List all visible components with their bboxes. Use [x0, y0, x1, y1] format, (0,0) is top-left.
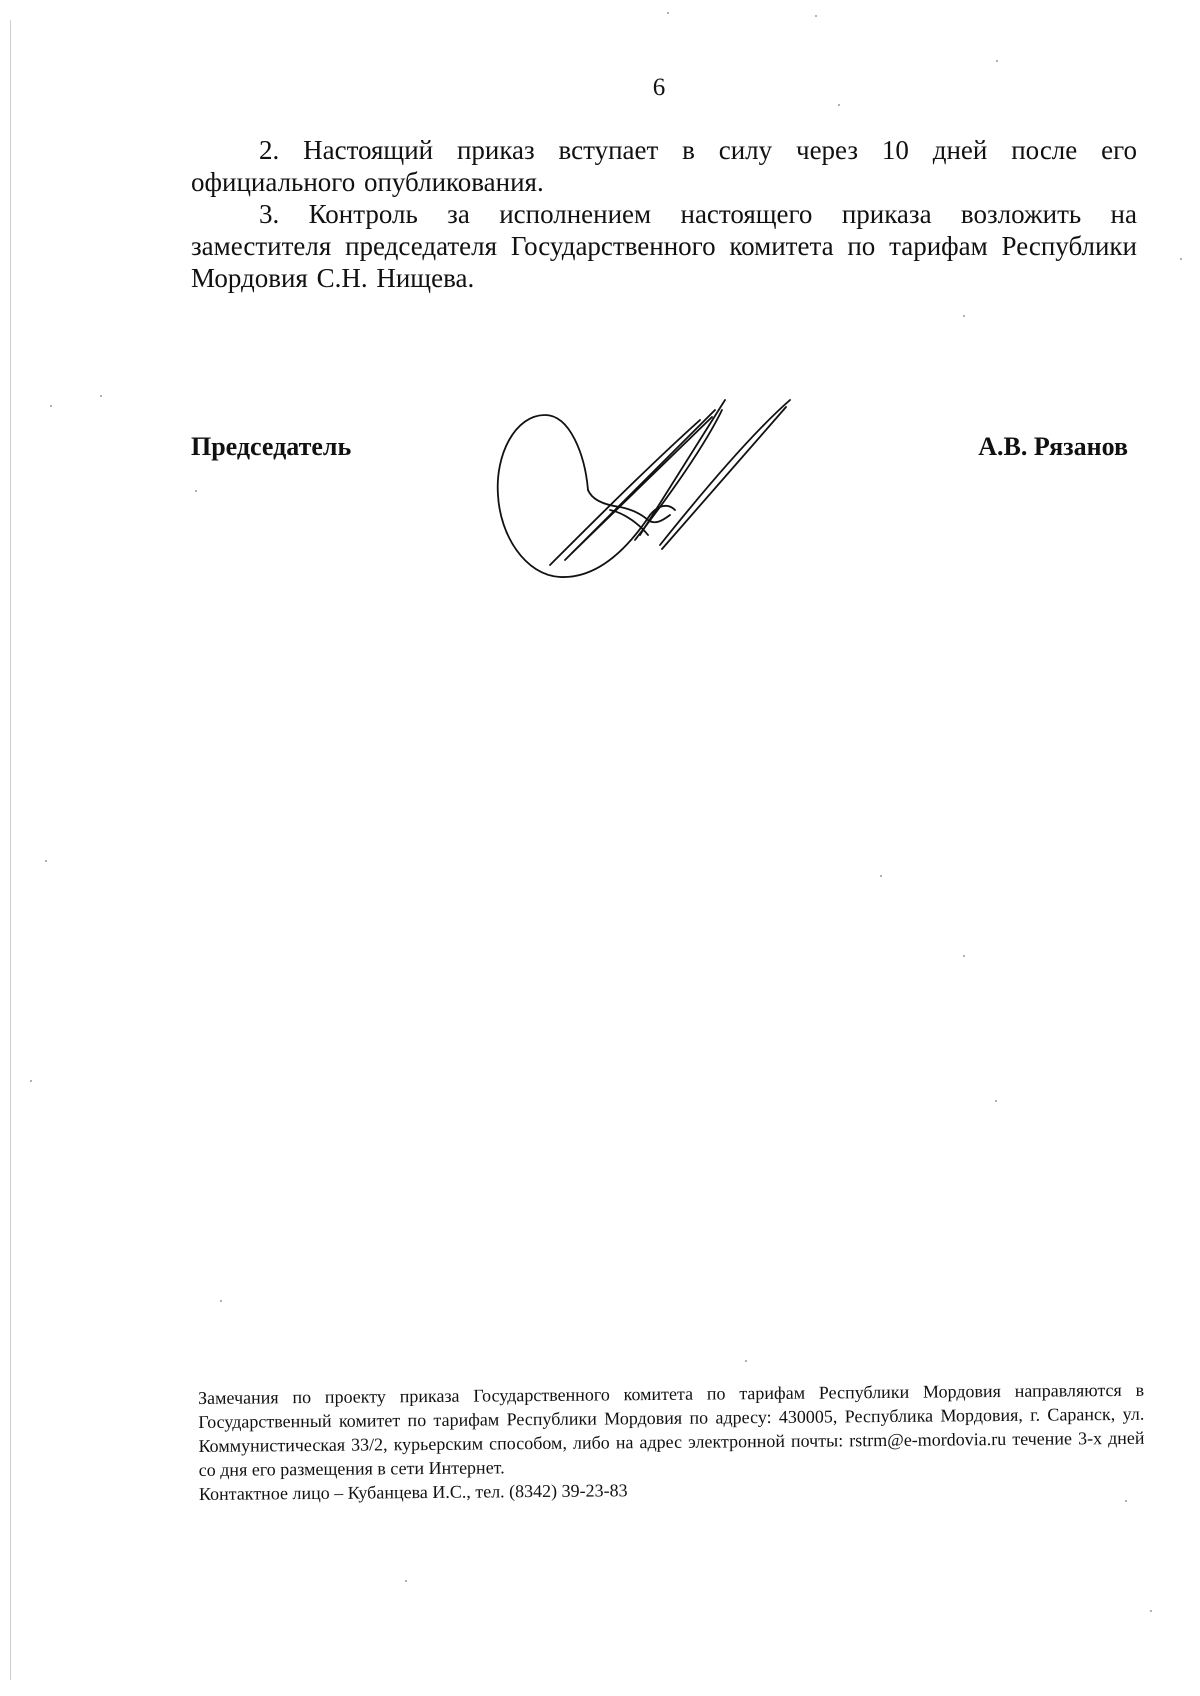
signer-title: Председатель: [191, 432, 352, 461]
paragraph-3: 3. Контроль за исполнением настоящего приказа возложить на заместителя председателя Государственного комитета по тарифам Республики Мордовия С.Н. Нищева.: [191, 199, 1137, 293]
comments-notice: [198, 1378, 1145, 1506]
scan-speck: [996, 60, 998, 62]
page-number: 6: [652, 74, 666, 101]
scan-speck: [45, 860, 47, 862]
scan-speck: [50, 405, 52, 407]
scan-speck: [30, 1080, 32, 1082]
scan-speck: [1125, 1500, 1127, 1502]
scan-speck: [963, 955, 965, 957]
signer-name: А.В. Рязанов: [978, 432, 1128, 461]
scan-speck: [195, 490, 197, 492]
scan-speck: [963, 315, 965, 317]
scan-edge-line: [10, 20, 11, 1680]
scan-speck: [405, 1580, 407, 1582]
paragraph-2: 2. Настоящий приказ вступает в силу через 10 дней после его официального опубликования.: [191, 135, 1137, 197]
scan-speck: [838, 104, 840, 106]
scan-speck: [220, 1300, 222, 1302]
notice-text: Замечания по проекту приказа Государственного комитета по тарифам Республики Мордовия направляются в Государственный комитет по тарифам Республики Мордовия по адресу: 430005, Республика Мордовия, г. Саранск, ул. Коммунистическая 33/2, курьерским способом, либо на адрес электронной почты: rstrm@e-mordovia.ru течение 3-х дней со дня его размещения в сети Интернет.: [198, 1379, 1145, 1480]
scan-speck: [667, 12, 669, 14]
scan-speck: [880, 875, 882, 877]
scan-speck: [815, 15, 817, 17]
scan-speck: [100, 395, 102, 397]
scan-speck: [995, 1100, 997, 1102]
scan-speck: [745, 1360, 747, 1362]
handwritten-signature: [490, 395, 800, 595]
scan-speck: [1150, 1610, 1152, 1612]
main-text: [191, 134, 1137, 294]
notice-contact: Контактное лицо – Кубанцева И.С., тел. (8342) 39-23-83: [198, 1480, 628, 1504]
scan-speck: [1180, 258, 1182, 260]
